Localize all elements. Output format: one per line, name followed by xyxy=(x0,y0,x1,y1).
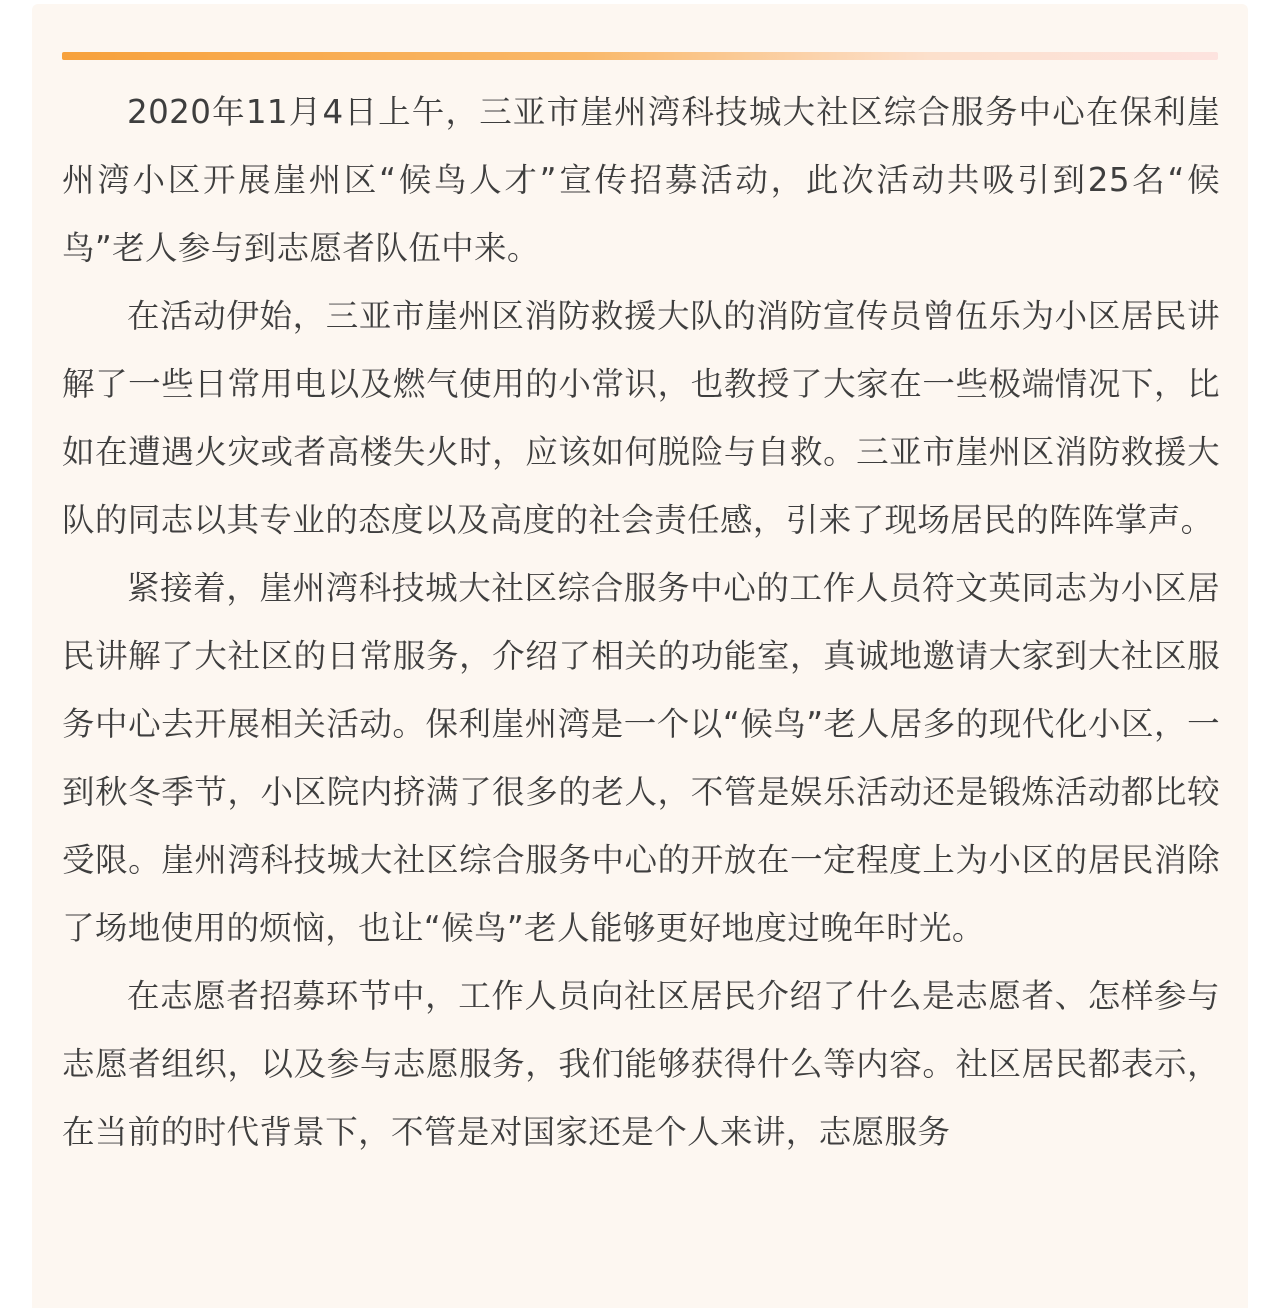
article-paragraph: 2020年11月4日上午，三亚市崖州湾科技城大社区综合服务中心在保利崖州湾小区开展崖州区“候鸟人才”宣传招募活动，此次活动共吸引到25名“候鸟”老人参与到志愿者队伍中来。 xyxy=(62,93,1220,267)
article-body xyxy=(62,78,1220,1166)
accent-divider xyxy=(62,52,1218,60)
article-paragraph: 在志愿者招募环节中，工作人员向社区居民介绍了什么是志愿者、怎样参与志愿者组织，以及参与志愿服务，我们能够获得什么等内容。社区居民都表示，在当前的时代背景下，不管是对国家还是个人来讲，志愿服务 xyxy=(62,977,1220,1151)
article-paragraph: 紧接着，崖州湾科技城大社区综合服务中心的工作人员符文英同志为小区居民讲解了大社区的日常服务，介绍了相关的功能室，真诚地邀请大家到大社区服务中心去开展相关活动。保利崖州湾是一个以“候鸟”老人居多的现代化小区，一到秋冬季节，小区院内挤满了很多的老人，不管是娱乐活动还是锻炼活动都比较受限。崖州湾科技城大社区综合服务中心的开放在一定程度上为小区的居民消除了场地使用的烦恼，也让“候鸟”老人能够更好地度过晚年时光。 xyxy=(62,569,1220,947)
article-card xyxy=(32,4,1248,1308)
article-paragraph: 在活动伊始，三亚市崖州区消防救援大队的消防宣传员曾伍乐为小区居民讲解了一些日常用电以及燃气使用的小常识，也教授了大家在一些极端情况下，比如在遭遇火灾或者高楼失火时，应该如何脱险与自救。三亚市崖州区消防救援大队的同志以其专业的态度以及高度的社会责任感，引来了现场居民的阵阵掌声。 xyxy=(62,297,1220,539)
